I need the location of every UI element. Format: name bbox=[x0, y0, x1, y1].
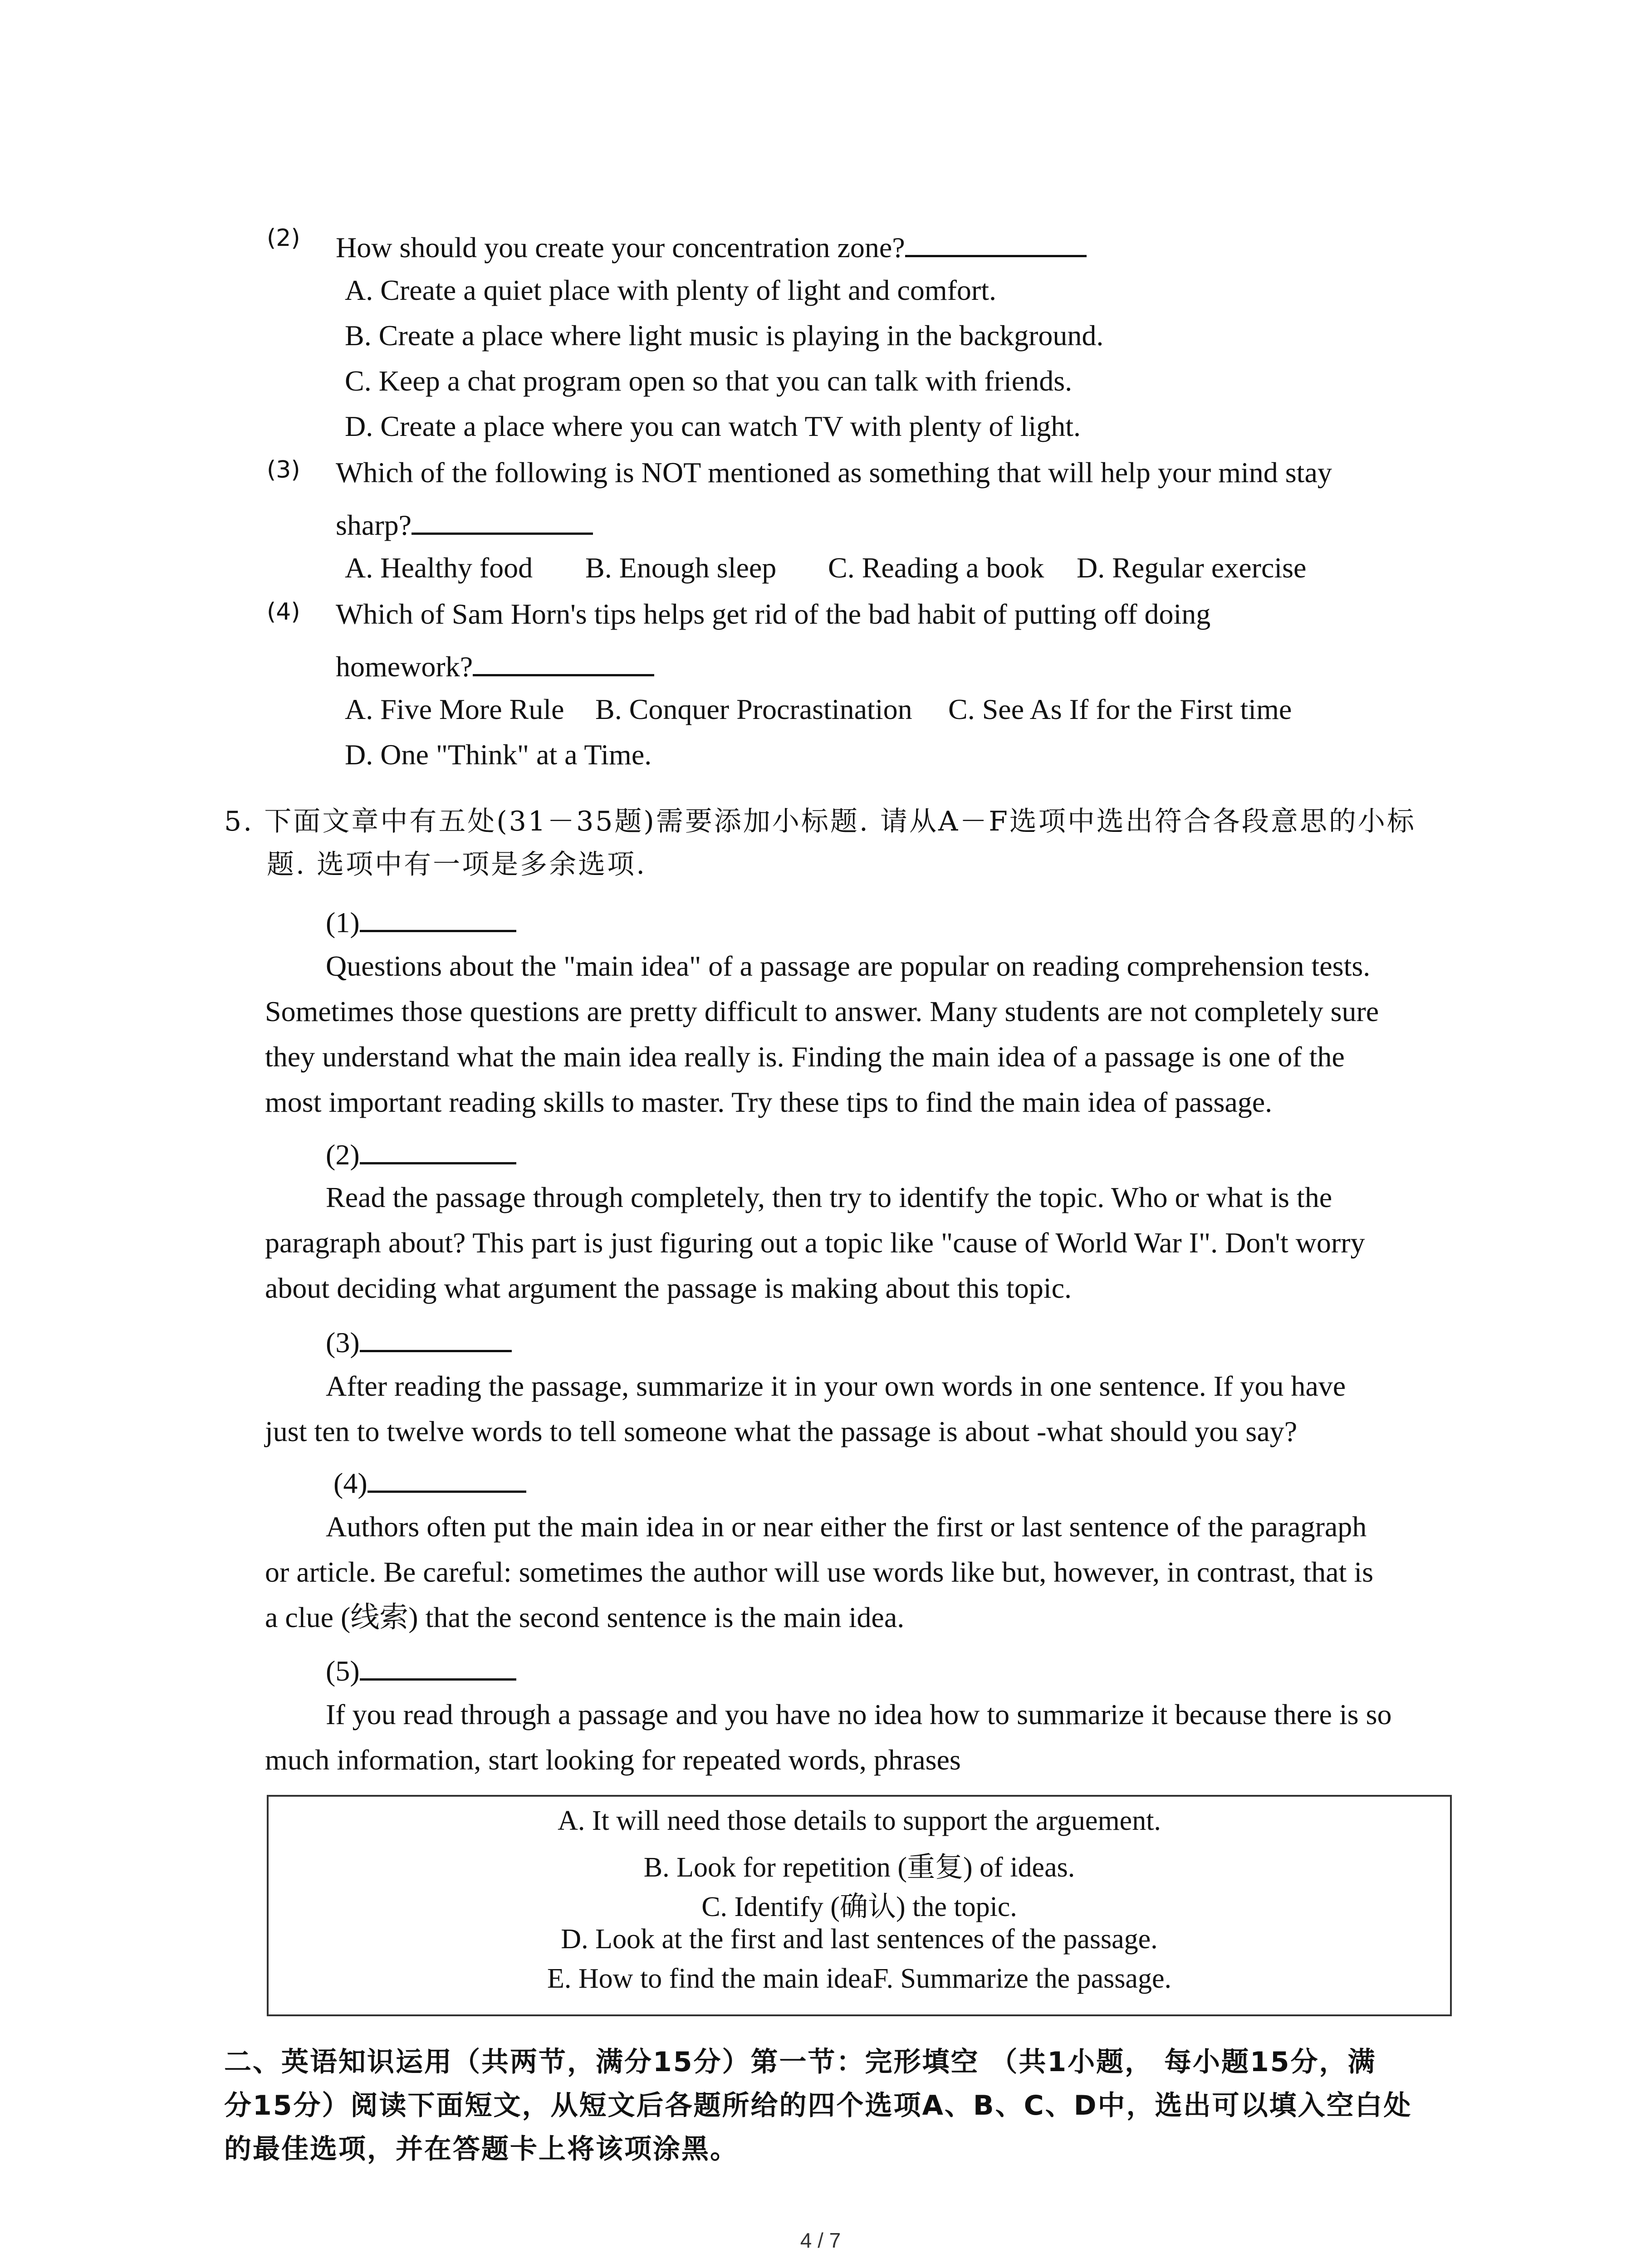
option-e-f: E. How to find the main ideaF. Summarize the passage. bbox=[547, 1963, 1171, 1994]
section-heading-cont: 分15分）阅读下面短文，从短文后各题所给的四个选项A、B、C、D中，选出可以填入空白处 bbox=[224, 2090, 1412, 2121]
paragraph-line: Sometimes those questions are pretty difficult to answer. Many students are not completely sure bbox=[265, 995, 1379, 1027]
heading-options-box bbox=[267, 1795, 1452, 2016]
option-d: D. Look at the first and last sentences of the passage. bbox=[561, 1924, 1158, 1955]
paragraph-line: or article. Be careful: sometimes the author will use words like but, however, in contrast, that is bbox=[265, 1556, 1373, 1588]
paragraph-line: If you read through a passage and you have no idea how to summarize it because there is so bbox=[326, 1698, 1392, 1730]
section-heading-cont: 的最佳选项，并在答题卡上将该项涂黑。 bbox=[224, 2133, 739, 2165]
option-a: A. Healthy food bbox=[345, 552, 533, 584]
heading-number: (2) bbox=[326, 1139, 360, 1171]
option-c: C. Keep a chat program open so that you can talk with friends. bbox=[345, 365, 1073, 397]
question-prompt: homework? bbox=[336, 650, 473, 683]
option-c: C. Reading a book bbox=[828, 552, 1044, 584]
heading-number: (3) bbox=[326, 1326, 360, 1359]
heading-slot bbox=[333, 1463, 526, 1501]
option-b: B. Enough sleep bbox=[585, 552, 777, 584]
question-number: (3) bbox=[267, 456, 300, 484]
heading-slot bbox=[326, 1135, 516, 1173]
heading-blank[interactable] bbox=[360, 903, 516, 932]
question-number: (4) bbox=[267, 598, 300, 626]
option-b: B. Look for repetition (重复) of ideas. bbox=[643, 1852, 1075, 1883]
heading-number: (5) bbox=[326, 1655, 360, 1687]
option-a: A. It will need those details to support the arguement. bbox=[558, 1805, 1161, 1836]
answer-blank[interactable] bbox=[411, 505, 593, 535]
option-b: B. Create a place where light music is playing in the background. bbox=[345, 319, 1104, 352]
page-number: 4 / 7 bbox=[800, 2229, 841, 2252]
option-a: A. Five More Rule bbox=[345, 693, 564, 725]
question-text-cont bbox=[336, 647, 654, 684]
heading-blank[interactable] bbox=[360, 1323, 512, 1352]
answer-blank[interactable] bbox=[473, 647, 654, 676]
heading-blank[interactable] bbox=[360, 1135, 516, 1164]
paragraph-line: much information, start looking for repeated words, phrases bbox=[265, 1744, 961, 1776]
question-text: Which of Sam Horn's tips helps get rid of the bad habit of putting off doing bbox=[336, 598, 1211, 630]
heading-number: (4) bbox=[333, 1467, 367, 1499]
paragraph-line: Authors often put the main idea in or near either the first or last sentence of the paragraph bbox=[326, 1510, 1367, 1543]
paragraph-line: most important reading skills to master. Try these tips to find the main idea of passage. bbox=[265, 1086, 1273, 1118]
paragraph-line: Read the passage through completely, then try to identify the topic. Who or what is the bbox=[326, 1181, 1332, 1213]
heading-number: (1) bbox=[326, 906, 360, 938]
paragraph-line: about deciding what argument the passage is making about this topic. bbox=[265, 1272, 1072, 1304]
paragraph-line: Questions about the "main idea" of a passage are popular on reading comprehension tests. bbox=[326, 950, 1371, 982]
paragraph-line: just ten to twelve words to tell someone what the passage is about -what should you say? bbox=[265, 1415, 1298, 1447]
option-b: B. Conquer Procrastination bbox=[595, 693, 912, 725]
option-d: D. Create a place where you can watch TV with plenty of light. bbox=[345, 410, 1081, 442]
option-a: A. Create a quiet place with plenty of light and comfort. bbox=[345, 274, 996, 306]
question-prompt: How should you create your concentration zone? bbox=[336, 231, 905, 264]
heading-slot bbox=[326, 1651, 516, 1689]
heading-blank[interactable] bbox=[360, 1651, 516, 1681]
question-text: Which of the following is NOT mentioned as something that will help your mind stay bbox=[336, 456, 1332, 489]
option-d: D. One "Think" at a Time. bbox=[345, 738, 652, 771]
heading-blank[interactable] bbox=[367, 1463, 526, 1493]
instruction-text: 5. 下面文章中有五处(31－35题)需要添加小标题. 请从A－F选项中选出符合各段意思的小标 bbox=[224, 806, 1416, 837]
paragraph-line: they understand what the main idea really is. Finding the main idea of a passage is one of the bbox=[265, 1041, 1345, 1073]
question-number: (2) bbox=[267, 225, 300, 252]
heading-slot bbox=[326, 1323, 512, 1360]
paragraph-line: paragraph about? This part is just figuring out a topic like "cause of World War I". Don't worry bbox=[265, 1227, 1365, 1259]
heading-slot bbox=[326, 903, 516, 940]
question-text bbox=[336, 228, 1087, 265]
paragraph-line: a clue (线索) that the second sentence is the main idea. bbox=[265, 1601, 905, 1633]
question-text-cont bbox=[336, 505, 593, 543]
section-heading: 二、英语知识运用（共两节，满分15分）第一节：完形填空 （共1小题， 每小题15分，满 bbox=[224, 2046, 1376, 2078]
paragraph-line: After reading the passage, summarize it in your own words in one sentence. If you have bbox=[326, 1370, 1346, 1402]
answer-blank[interactable] bbox=[905, 228, 1087, 257]
option-c: C. Identify (确认) the topic. bbox=[701, 1892, 1017, 1922]
option-d: D. Regular exercise bbox=[1077, 552, 1307, 584]
option-c: C. See As If for the First time bbox=[948, 693, 1292, 725]
question-prompt: sharp? bbox=[336, 509, 412, 541]
instruction-text-cont: 题. 选项中有一项是多余选项. bbox=[267, 849, 647, 880]
